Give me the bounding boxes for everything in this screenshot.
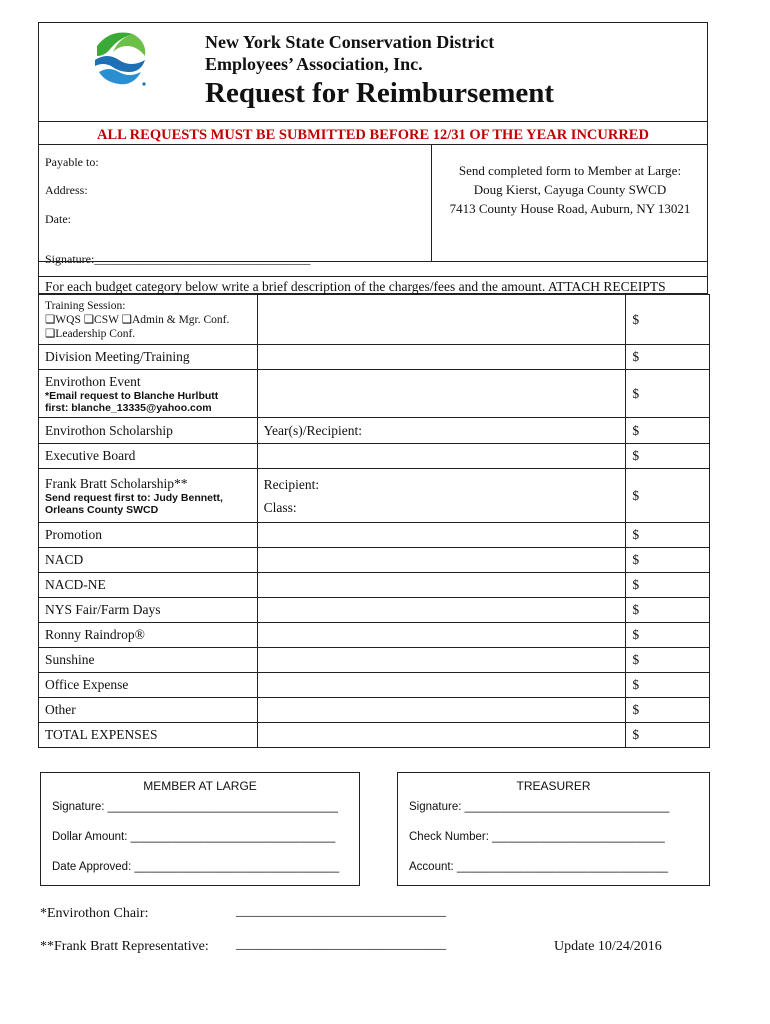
description-cell[interactable]: [257, 295, 626, 345]
signature-line[interactable]: Signature:____________________________________: [45, 252, 311, 266]
category-label: Promotion: [39, 523, 258, 548]
description-cell[interactable]: [257, 444, 626, 469]
table-row: [39, 444, 710, 469]
total-label: TOTAL EXPENSES: [39, 723, 258, 748]
frank-note-1: Send request first to: Judy Bennett,: [45, 491, 223, 504]
amount-cell[interactable]: $: [626, 573, 710, 598]
amount-cell[interactable]: $: [626, 698, 710, 723]
category-label: NYS Fair/Farm Days: [39, 598, 258, 623]
budget-table: [38, 294, 710, 748]
recipient-class-cell[interactable]: [257, 469, 626, 523]
frank-bratt-rep-line[interactable]: ______________________________: [236, 937, 446, 952]
organization-name: [205, 31, 494, 75]
amount-cell[interactable]: $: [626, 548, 710, 573]
description-cell[interactable]: [257, 573, 626, 598]
amount-cell[interactable]: $: [626, 648, 710, 673]
org-line-2: Employees’ Association, Inc.: [205, 54, 423, 74]
training-label: Training Session:: [45, 299, 126, 312]
send-line-1: Send completed form to Member at Large:: [458, 163, 682, 178]
table-row: [39, 295, 710, 345]
treasurer-box: [397, 772, 710, 886]
address-label[interactable]: Address:: [45, 183, 88, 197]
table-row: [39, 723, 710, 748]
table-row: [39, 573, 710, 598]
description-cell[interactable]: [257, 698, 626, 723]
amount-cell[interactable]: $: [626, 444, 710, 469]
payee-info-section: [38, 145, 708, 266]
treasurer-signature-field[interactable]: Signature: ________________________________: [409, 801, 670, 813]
category-label: Envirothon Scholarship: [39, 418, 258, 444]
envirothon-note-2: first: blanche_13335@yahoo.com: [45, 401, 212, 414]
frank-bratt-rep-label: **Frank Bratt Representative:: [40, 939, 209, 954]
budget-instructions: For each budget category below write a brief description of the charges/fees and the amount. ATTACH RECEIPTS: [38, 277, 708, 294]
category-label: NACD: [39, 548, 258, 573]
category-label: Executive Board: [39, 444, 258, 469]
send-line-3: 7413 County House Road, Auburn, NY 13021: [449, 201, 691, 216]
mal-signature-field[interactable]: Signature: ____________________________________: [52, 801, 338, 813]
amount-cell[interactable]: $: [626, 295, 710, 345]
description-cell[interactable]: [257, 345, 626, 370]
table-row: [39, 548, 710, 573]
table-row: [39, 623, 710, 648]
table-row: [39, 673, 710, 698]
deadline-notice: ALL REQUESTS MUST BE SUBMITTED BEFORE 12/31 OF THE YEAR INCURRED: [38, 122, 708, 145]
amount-cell[interactable]: $: [626, 623, 710, 648]
category-label: Ronny Raindrop®: [39, 623, 258, 648]
frank-note-2: Orleans County SWCD: [45, 503, 159, 516]
description-cell[interactable]: [257, 673, 626, 698]
category-label: Other: [39, 698, 258, 723]
amount-cell[interactable]: $: [626, 469, 710, 523]
table-row: [39, 648, 710, 673]
date-label[interactable]: Date:: [45, 212, 71, 226]
amount-cell[interactable]: $: [626, 598, 710, 623]
recipient-field[interactable]: Recipient:: [263, 476, 320, 492]
table-row: [39, 370, 710, 418]
send-line-2: Doug Kierst, Cayuga County SWCD: [473, 182, 667, 197]
year-recipient-field[interactable]: Year(s)/Recipient:: [257, 418, 626, 444]
description-cell[interactable]: [257, 523, 626, 548]
payable-to-label[interactable]: Payable to:: [45, 155, 99, 169]
frank-bratt-cell: [39, 469, 258, 523]
mal-dollar-amount-field[interactable]: Dollar Amount: ________________________________: [52, 831, 336, 843]
description-cell[interactable]: [257, 648, 626, 673]
amount-cell[interactable]: $: [626, 523, 710, 548]
table-row: [39, 598, 710, 623]
class-field[interactable]: Class:: [263, 499, 297, 515]
description-cell[interactable]: [257, 623, 626, 648]
training-checkboxes[interactable]: ❑WQS ❑CSW ❑Admin & Mgr. Conf.: [45, 313, 230, 326]
category-label: Office Expense: [39, 673, 258, 698]
training-session-cell: [39, 295, 258, 345]
category-label: NACD-NE: [39, 573, 258, 598]
envirothon-chair-label: *Envirothon Chair:: [40, 906, 149, 921]
amount-cell[interactable]: $: [626, 370, 710, 418]
table-row: [39, 345, 710, 370]
table-row: [39, 418, 710, 444]
member-at-large-box: [40, 772, 360, 886]
envirothon-note-1: *Email request to Blanche Hurlbutt: [45, 389, 219, 402]
check-number-field[interactable]: Check Number: ___________________________: [409, 831, 665, 843]
page-title: Request for Reimbursement: [205, 77, 555, 109]
category-label: Frank Bratt Scholarship**: [45, 475, 188, 491]
description-cell[interactable]: [257, 598, 626, 623]
member-at-large-title: MEMBER AT LARGE: [143, 779, 257, 793]
mal-date-approved-field[interactable]: Date Approved: ________________________________: [52, 861, 340, 873]
category-label: Sunshine: [39, 648, 258, 673]
org-line-1: New York State Conservation District: [205, 32, 495, 52]
category-label: Envirothon Event: [45, 373, 141, 389]
amount-cell[interactable]: $: [626, 345, 710, 370]
category-label: Division Meeting/Training: [39, 345, 258, 370]
table-row: [39, 698, 710, 723]
conservation-logo: [89, 26, 151, 92]
leadership-checkbox[interactable]: ❑Leadership Conf.: [45, 327, 136, 340]
amount-cell[interactable]: $: [626, 418, 710, 444]
account-field[interactable]: Account: _________________________________: [409, 861, 669, 873]
description-cell[interactable]: [257, 370, 626, 418]
amount-cell[interactable]: $: [626, 673, 710, 698]
envirothon-event-cell: [39, 370, 258, 418]
form-header: [38, 22, 708, 122]
table-row: [39, 523, 710, 548]
total-description-cell[interactable]: [257, 723, 626, 748]
send-to-box: [431, 145, 708, 261]
description-cell[interactable]: [257, 548, 626, 573]
table-row: [39, 469, 710, 523]
update-date: Update 10/24/2016: [554, 939, 662, 954]
form-sheet: [38, 22, 708, 748]
treasurer-title: TREASURER: [516, 779, 591, 793]
envirothon-chair-line[interactable]: ______________________________: [236, 904, 446, 919]
total-amount-cell[interactable]: $: [626, 723, 710, 748]
